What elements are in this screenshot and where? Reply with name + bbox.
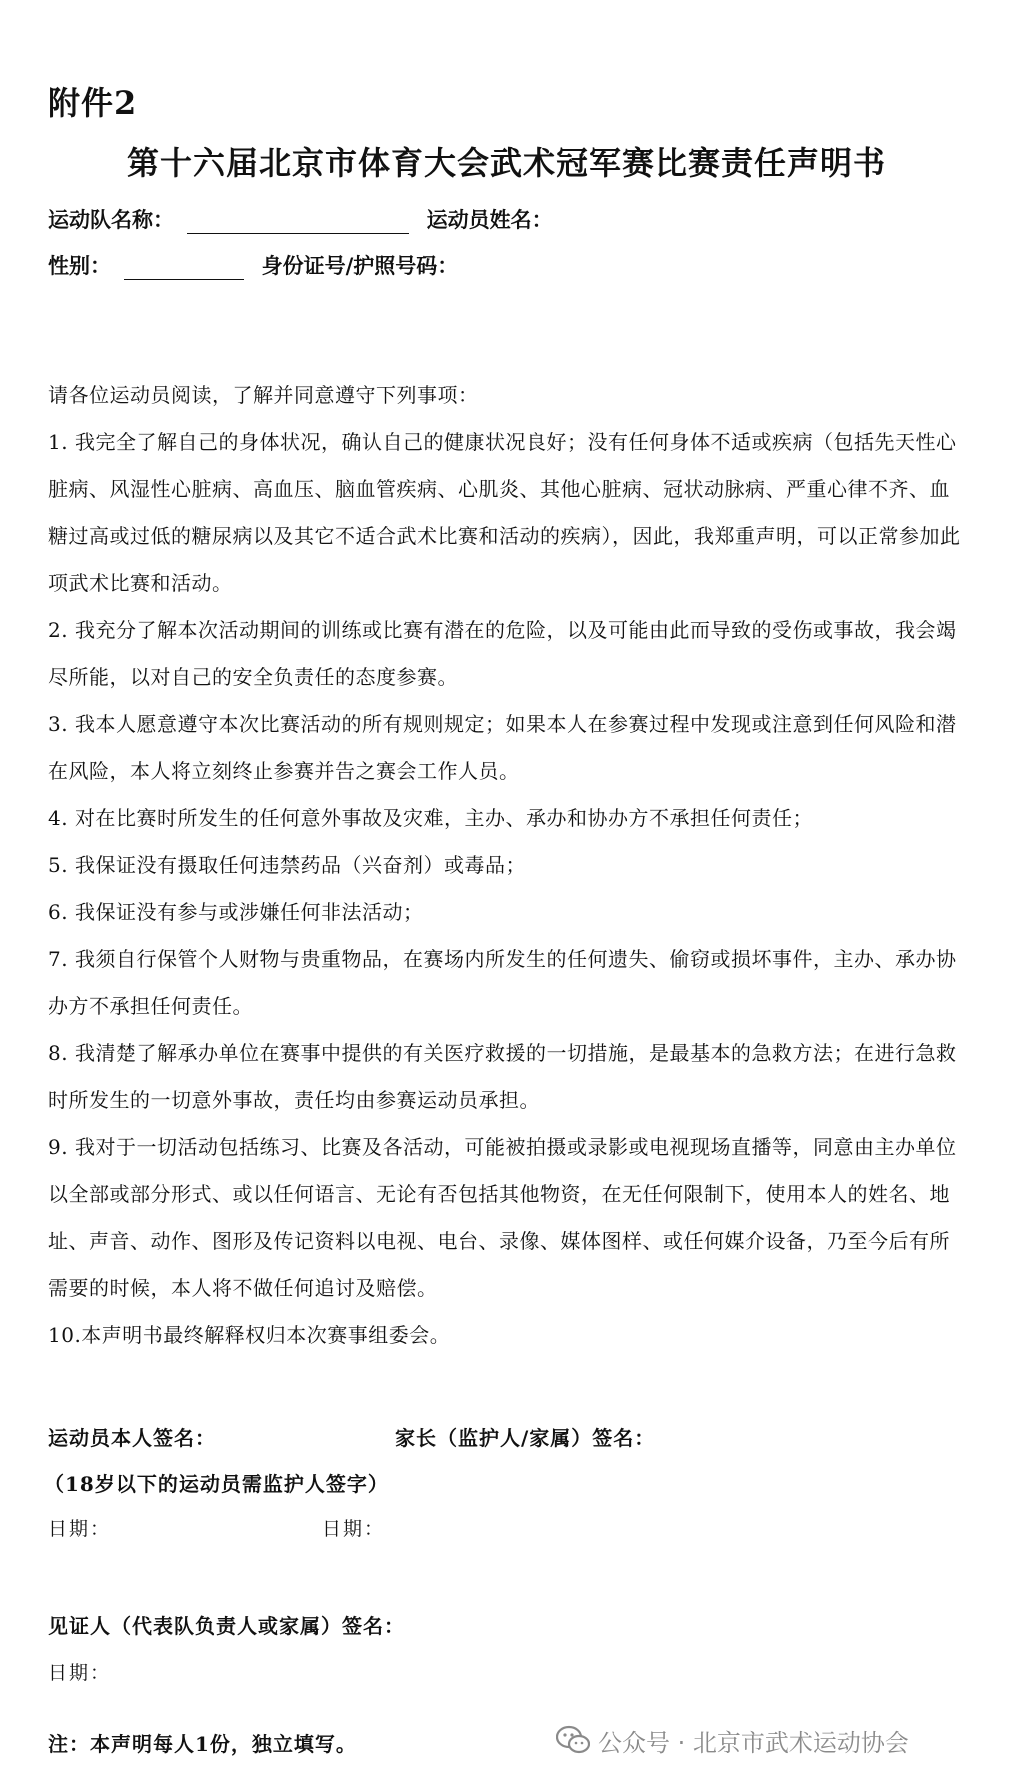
terms-item: 8. 我清楚了解承办单位在赛事中提供的有关医疗救援的一切措施，是最基本的急救方法；在进行急救时所发生的一切意外事故，责任均由参赛运动员承担。 xyxy=(48,1041,957,1112)
field-row-team xyxy=(48,204,553,234)
team-name-line xyxy=(187,209,409,234)
terms-item: 9. 我对于一切活动包括练习、比赛及各活动，可能被拍摄或录影或电视现场直播等，同意由主办单位以全部或部分形式、或以任何语言、无论有否包括其他物资，在无任何限制下，使用本人的姓名、地址、声音、动作、图形及传记资料以电视、电台、录像、媒体图样、或任何媒介设备，乃至今后有所需要的时候，本人将不做任何追讨及赔偿。 xyxy=(48,1135,957,1300)
terms-body xyxy=(48,372,963,1359)
gender-line xyxy=(124,255,244,280)
athlete-signature-label: 运动员本人签名： xyxy=(48,1426,216,1450)
terms-item: 2. 我充分了解本次活动期间的训练或比赛有潜在的危险，以及可能由此而导致的受伤或事故，我会竭尽所能，以对自己的安全负责任的态度参赛。 xyxy=(48,618,957,689)
field-row-gender xyxy=(48,250,458,280)
terms-intro: 请各位运动员阅读，了解并同意遵守下列事项： xyxy=(48,383,479,407)
gender-label: 性别： xyxy=(48,253,111,278)
terms-item: 5. 我保证没有摄取任何违禁药品（兴奋剂）或毒品； xyxy=(48,853,526,877)
wechat-icon xyxy=(556,1725,590,1755)
terms-item: 1. 我完全了解自己的身体状况，确认自己的健康状况良好；没有任何身体不适或疾病（包括先天性心脏病、风湿性心脏病、高血压、脑血管疾病、心肌炎、其他心脏病、冠状动脉病、严重心律不齐、血糖过高或过低的糖尿病以及其它不适合武术比赛和活动的疾病），因此，我郑重声明，可以正常参加此项武术比赛和活动。 xyxy=(48,430,961,595)
attachment-label: 附件2 xyxy=(48,84,138,122)
terms-item: 10.本声明书最终解释权归本次赛事组委会。 xyxy=(48,1323,451,1347)
guardian-signature-label: 家长（监护人/家属）签名： xyxy=(395,1426,656,1450)
terms-item: 7. 我须自行保管个人财物与贵重物品，在赛场内所发生的任何遗失、偷窃或损坏事件，主办、承办协办方不承担任何责任。 xyxy=(48,947,957,1018)
terms-item: 4. 对在比赛时所发生的任何意外事故及灾难，主办、承办和协办方不承担任何责任； xyxy=(48,806,813,830)
witness-date-label: 日期： xyxy=(48,1662,112,1684)
witness-signature-label: 见证人（代表队负责人或家属）签名： xyxy=(48,1614,405,1638)
document-title: 第十六届北京市体育大会武术冠军赛比赛责任声明书 xyxy=(126,144,886,182)
team-name-label: 运动队名称： xyxy=(48,207,174,232)
watermark-text: 公众号 · 北京市武术运动协会 xyxy=(598,1728,909,1757)
terms-item: 3. 我本人愿意遵守本次比赛活动的所有规则规定；如果本人在参赛过程中发现或注意到任何风险和潜在风险，本人将立刻终止参赛并告之赛会工作人员。 xyxy=(48,712,957,783)
minor-note: （18岁以下的运动员需监护人签字） xyxy=(44,1472,389,1496)
guardian-date-label: 日期： xyxy=(322,1518,386,1540)
id-label: 身份证号/护照号码： xyxy=(261,253,459,278)
terms-item: 6. 我保证没有参与或涉嫌任何非法活动； xyxy=(48,900,424,924)
athlete-name-label: 运动员姓名： xyxy=(426,207,553,232)
footnote: 注：本声明每人1份，独立填写。 xyxy=(48,1732,357,1756)
athlete-date-label: 日期： xyxy=(48,1518,112,1540)
watermark xyxy=(556,1724,909,1756)
